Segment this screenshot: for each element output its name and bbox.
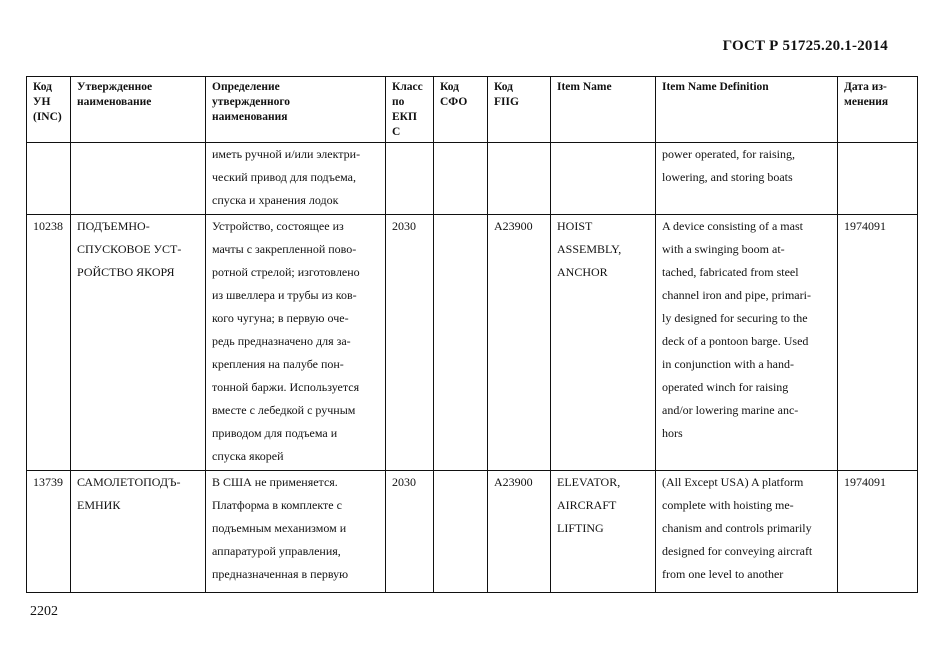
cell-definition: Устройство, состоящее из мачты с закрепленной пово- ротной стрелой; изготовлено из швеллера и трубы из ков- кого чугуна; в первую оче- редь предназначено для за- крепления на палубе пон- тонной баржи. Используется вместе с лебедкой с ручным приводом для подъема и спуска якорей [206,215,386,471]
cell-sfo [434,471,488,593]
cell-inc: 13739 [27,471,71,593]
col-header-class: Класс по ЕКП С [386,77,434,143]
cell-sfo [434,215,488,471]
cell-inc [27,143,71,215]
cell-item-definition: power operated, for raising, lowering, and storing boats [656,143,838,215]
col-header-date: Дата из- менения [838,77,918,143]
cell-item-name: ELEVATOR, AIRCRAFT LIFTING [551,471,656,593]
cell-date [838,143,918,215]
page-number: 2202 [30,604,58,619]
table-row [27,471,918,593]
table-row [27,215,918,471]
cell-class: 2030 [386,471,434,593]
cell-approved-name: ПОДЪЕМНО- СПУСКОВОЕ УСТ- РОЙСТВО ЯКОРЯ [71,215,206,471]
cell-fiig [488,143,551,215]
cell-approved-name [71,143,206,215]
cell-item-name [551,143,656,215]
nomenclature-table [26,76,918,593]
cell-class: 2030 [386,215,434,471]
cell-definition: В США не применяется. Платформа в комплекте с подъемным механизмом и аппаратурой управления, предназначенная в первую [206,471,386,593]
table-header-row [27,77,918,143]
cell-item-definition: A device consisting of a mast with a swinging boom at- tached, fabricated from steel channel iron and pipe, primari- ly designed for securing to the deck of a pontoon barge. Used in conjunction with a hand- operated winch for raising and/or lowering marine anc- hors [656,215,838,471]
col-header-item-name: Item Name [551,77,656,143]
cell-sfo [434,143,488,215]
cell-item-definition: (All Except USA) A platform complete with hoisting me- chanism and controls primarily designed for conveying aircraft from one level to another [656,471,838,593]
cell-approved-name: САМОЛЕТОПОДЪ- ЕМНИК [71,471,206,593]
col-header-definition: Определение утвержденного наименования [206,77,386,143]
cell-fiig: A23900 [488,471,551,593]
cell-class [386,143,434,215]
cell-fiig: A23900 [488,215,551,471]
cell-definition: иметь ручной и/или электри- ческий привод для подъема, спуска и хранения лодок [206,143,386,215]
col-header-sfo: Код СФО [434,77,488,143]
col-header-item-definition: Item Name Definition [656,77,838,143]
document-standard-header: ГОСТ Р 51725.20.1-2014 [722,38,888,54]
cell-date: 1974091 [838,471,918,593]
table-row [27,143,918,215]
col-header-fiig: Код FIIG [488,77,551,143]
col-header-inc: Код УН (INC) [27,77,71,143]
cell-item-name: HOIST ASSEMBLY, ANCHOR [551,215,656,471]
cell-inc: 10238 [27,215,71,471]
cell-date: 1974091 [838,215,918,471]
col-header-approved-name: Утвержденное наименование [71,77,206,143]
